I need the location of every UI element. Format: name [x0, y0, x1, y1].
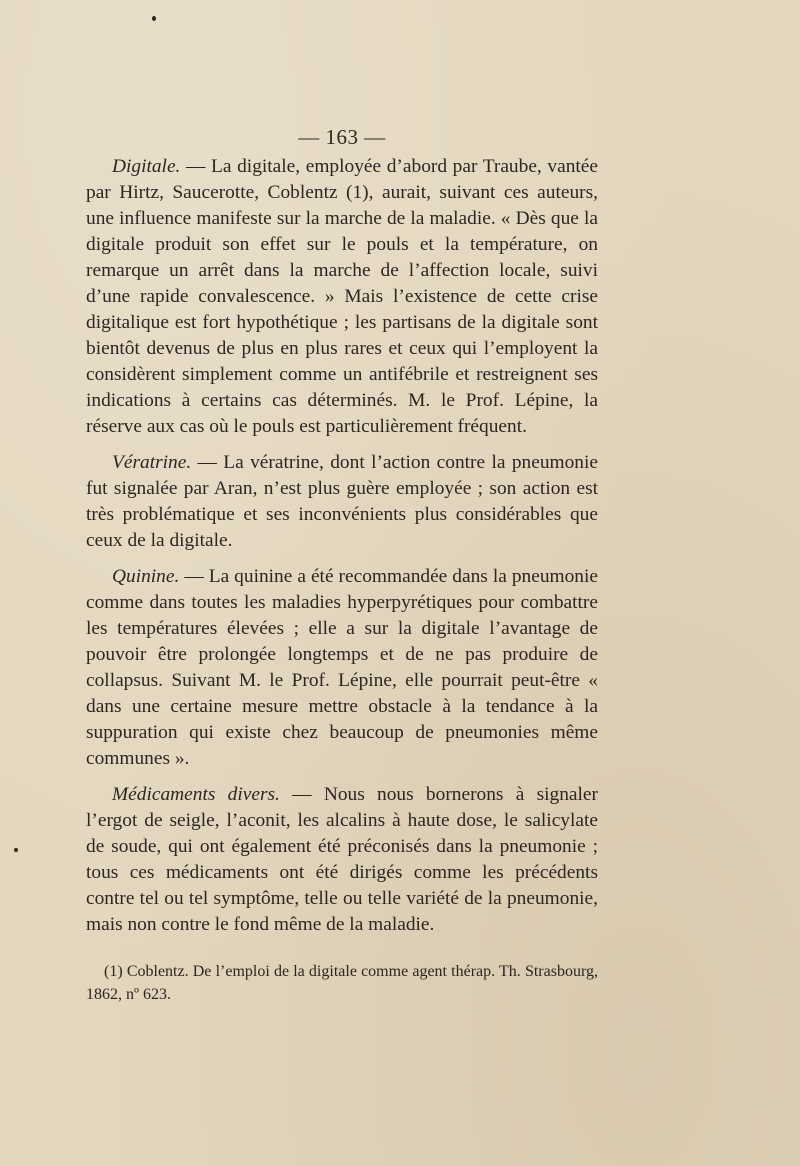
- paragraph-heading: Digitale.: [112, 156, 181, 177]
- ink-speck: [152, 16, 156, 21]
- paragraph-text: — La vératrine, dont l’action contre la pneumonie fut signalée par Aran, n’est plus guère employée ; son action est très problématique et ses inconvénients plus considérables que ceux de la digitale.: [86, 452, 598, 551]
- paragraph-text: — Nous nous bornerons à signaler l’ergot de seigle, l’aconit, les alcalins à haute dose, le salicylate de soude, qui ont également été préconisés dans la pneumonie ; tous ces médicaments ont été dirigés comme les précédents contre tel ou tel symptôme, telle ou telle variété de la pneumonie, mais non contre le fond même de la maladie.: [86, 784, 598, 935]
- book-page: [86, 124, 598, 1022]
- ink-speck: [14, 848, 18, 852]
- footnote: (1) Coblentz. De l’emploi de la digitale comme agent thérap. Th. Strasbourg, 1862, nº 623.: [86, 963, 598, 1003]
- paragraph-quinine: [86, 564, 598, 772]
- paragraph-text: — La digitale, employée d’abord par Traube, vantée par Hirtz, Saucerotte, Coblentz (1), aurait, suivant ces auteurs, une influence manifeste sur la marche de la maladie. « Dès que la digitale produit son effet sur le pouls et la température, on remarque un arrêt dans la marche de l’affection locale, suivi d’une rapide convalescence. » Mais l’existence de cette crise digitalique est fort hypothétique ; les partisans de la digitale sont bientôt devenus de plus en plus rares et ceux qui l’employent la considèrent simplement comme un antifébrile et restreignent ses indications à certains cas déterminés. M. le Prof. Lépine, la réserve aux cas où le pouls est particulièrement fréquent.: [86, 156, 598, 437]
- paragraph-medicaments-divers: [86, 782, 598, 938]
- paragraph-veratrine: [86, 450, 598, 554]
- paragraph-text: — La quinine a été recommandée dans la pneumonie comme dans toutes les maladies hyperpyrétiques pour combattre les températures élevées ; elle a sur la digitale l’avantage de pouvoir être prolongée longtemps et de ne pas produire de collapsus. Suivant M. le Prof. Lépine, elle pourrait peut-être « dans une certaine mesure mettre obstacle à la tendance à la suppuration qui existe chez beaucoup de pneumonies même communes ».: [86, 566, 598, 769]
- paragraph-heading: Quinine.: [112, 566, 180, 587]
- paragraph-digitale: [86, 154, 598, 440]
- paragraph-heading: Médicaments divers.: [112, 784, 280, 805]
- paragraph-heading: Vératrine.: [112, 452, 192, 473]
- page-number: — 163 —: [298, 125, 386, 149]
